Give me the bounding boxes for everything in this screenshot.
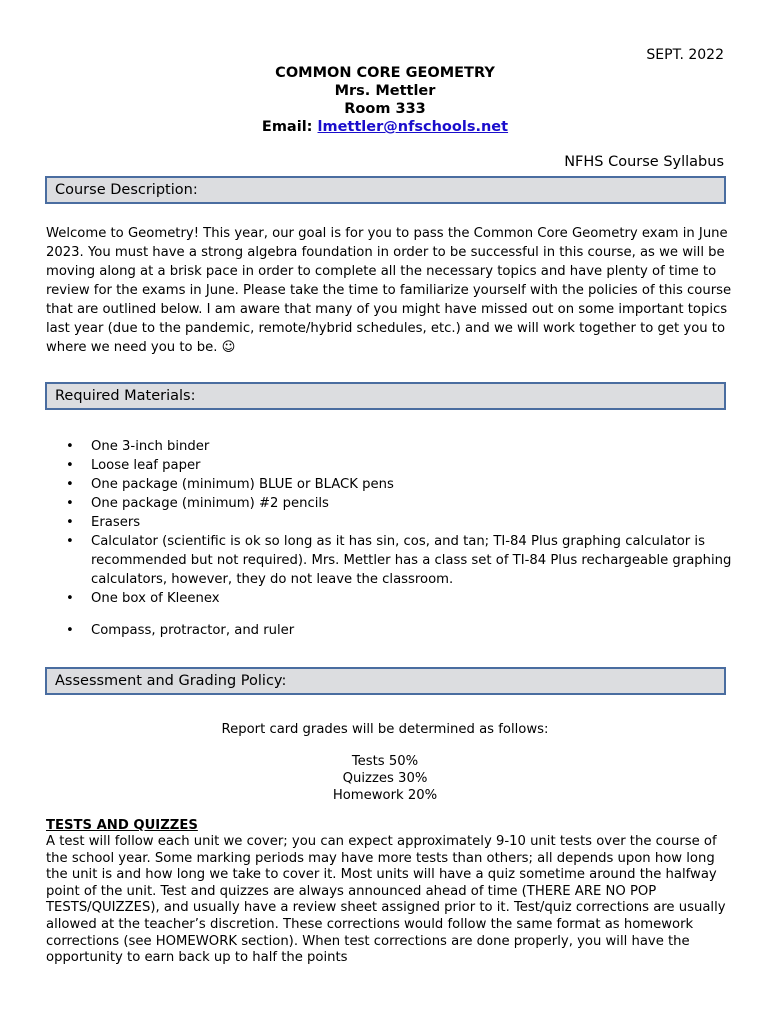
list-item: • Compass, protractor, and ruler bbox=[46, 621, 736, 640]
room-number: Room 333 bbox=[344, 101, 426, 117]
tests-quizzes-text: A test will follow each unit we cover; you can expect approximately 9-10 unit tests over the course of the school year. Some marking periods may have more tests than others; all depends upon how long the unit is and how long we take to cover it. Most units will have a quiz sometime around the halfway point of the unit. Test and quizzes are always announced ahead of time (THERE ARE NO POP TESTS/QUIZZES), and usually have a review sheet assigned prior to it. Test/quiz corrections are usually allowed at the teacher’s discretion. These corrections would follow the same format as homework corrections (see HOMEWORK section). When test corrections are done properly, you will have the opportunity to earn back up to half the points bbox=[46, 834, 726, 966]
email-link[interactable]: lmettler@nfschools.net bbox=[317, 119, 509, 135]
grading-homework: Homework 20% bbox=[332, 788, 438, 803]
assessment-heading: Assessment and Grading Policy: bbox=[45, 667, 726, 695]
list-item: • One 3-inch binder bbox=[46, 437, 736, 456]
tests-quizzes-heading: TESTS AND QUIZZES bbox=[46, 818, 198, 833]
required-materials-heading: Required Materials: bbox=[45, 382, 726, 410]
list-item: • One package (minimum) #2 pencils bbox=[46, 494, 736, 513]
document-date: SEPT. 2022 bbox=[646, 47, 724, 63]
email-line bbox=[0, 118, 770, 136]
course-header bbox=[0, 64, 770, 136]
list-item: • Erasers bbox=[46, 513, 736, 532]
syllabus-label: NFHS Course Syllabus bbox=[564, 154, 724, 170]
grading-quizzes: Quizzes 30% bbox=[342, 771, 428, 786]
materials-list bbox=[46, 437, 736, 640]
course-title: COMMON CORE GEOMETRY bbox=[275, 65, 495, 81]
teacher-name: Mrs. Mettler bbox=[334, 83, 436, 99]
list-item: • Calculator (scientific is ok so long as it has sin, cos, and tan; TI-84 Plus graphing calculator is recommended but not required). Mrs. Mettler has a class set of TI-84 Plus rechargeable graphing calculators, however, they do not leave the classroom. bbox=[46, 532, 736, 589]
grading-tests: Tests 50% bbox=[351, 754, 419, 769]
course-description-heading: Course Description: bbox=[45, 176, 726, 204]
grading-intro: Report card grades will be determined as follows: bbox=[221, 722, 549, 737]
list-item: • Loose leaf paper bbox=[46, 456, 736, 475]
list-item: • One package (minimum) BLUE or BLACK pens bbox=[46, 475, 736, 494]
course-description-text: Welcome to Geometry! This year, our goal is for you to pass the Common Core Geometry exam in June 2023. You must have a strong algebra foundation in order to be successful in this course, as we will be moving along at a brisk pace in order to complete all the necessary topics and have plenty of time to review for the exams in June. Please take the time to familiarize yourself with the policies of this course that are outlined below. I am aware that many of you might have missed out on some important topics last year (due to the pandemic, remote/hybrid schedules, etc.) and we will work together to get you to where we need you to be. ☺ bbox=[46, 226, 732, 355]
email-label: Email: bbox=[261, 119, 318, 135]
list-item: • One box of Kleenex bbox=[46, 589, 736, 608]
